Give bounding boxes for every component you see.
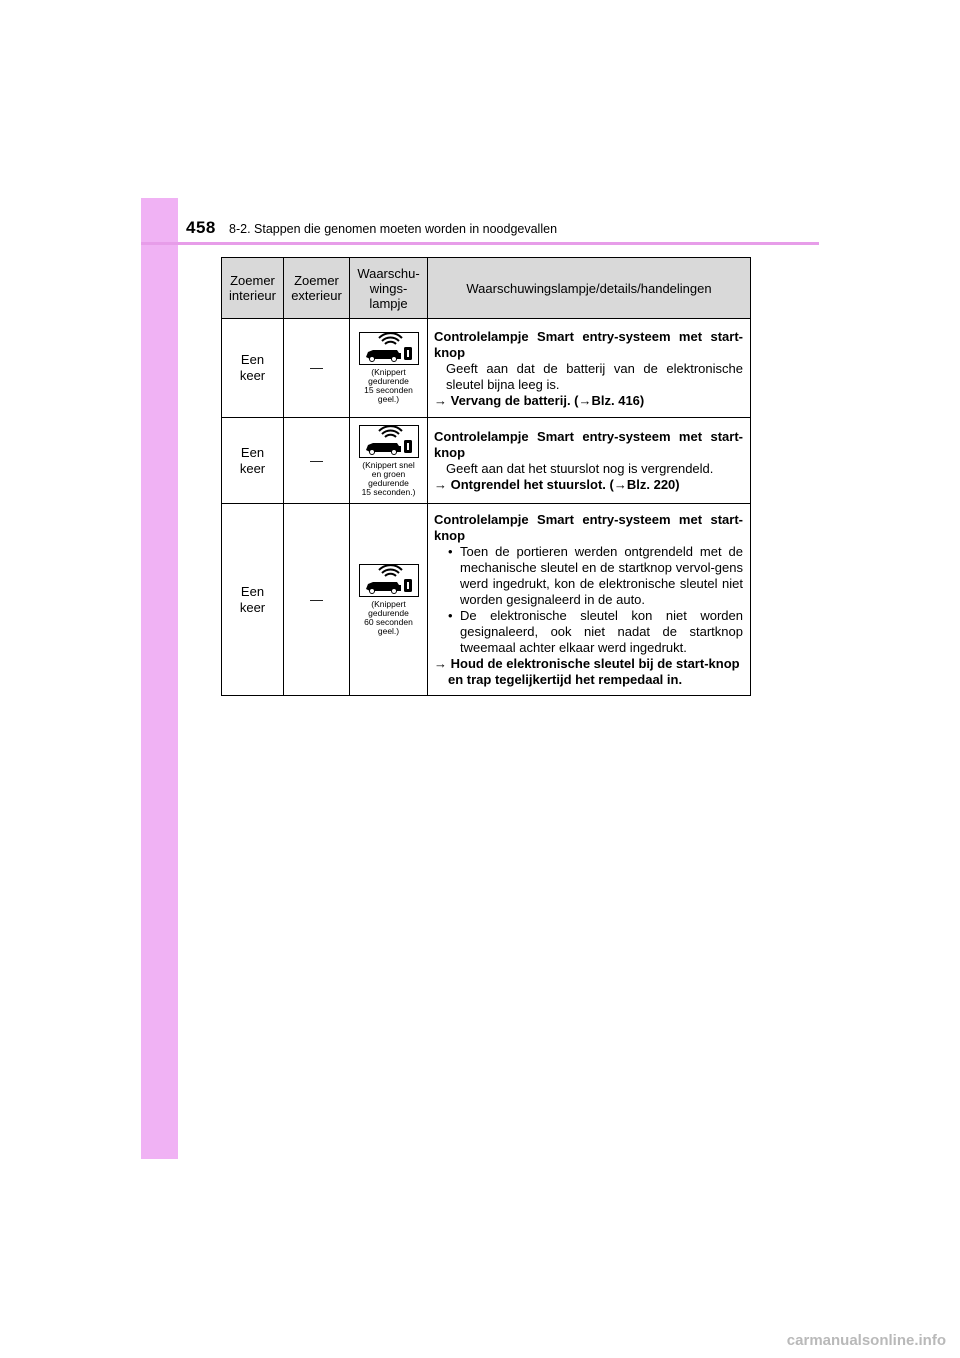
detail-action: → Vervang de batterij. (→Blz. 416) (434, 392, 645, 408)
header-details: Waarschuwingslampje/details/handelingen (428, 258, 751, 319)
table-row (222, 319, 751, 418)
interior-buzzer-cell: Een keer (222, 504, 284, 696)
header-interior-buzzer: Zoemer interieur (222, 258, 284, 319)
smart-key-indicator-icon (359, 564, 419, 597)
lamp-note: (Knippert snel en groen gedurende 15 seconden.) (361, 459, 416, 497)
details-cell (428, 418, 751, 504)
details-cell (428, 319, 751, 418)
smart-key-indicator-icon (359, 332, 419, 365)
detail-action: → Houd de elektronische sleutel bij de start-knop en trap tegelijkertijd het rempedaal in. (434, 656, 740, 687)
lamp-note: (Knippert gedurende 15 seconden geel.) (364, 367, 413, 404)
list-item: • De elektronische sleutel kon niet worden gesignaleerd, ook niet nadat de startknop tweemaal achter elkaar werd ingedrukt. (448, 608, 743, 655)
lamp-cell (350, 504, 428, 696)
exterior-buzzer-cell: — (284, 319, 350, 418)
exterior-buzzer-cell: — (284, 418, 350, 504)
chapter-side-band (141, 198, 178, 1159)
header-exterior-buzzer: Zoemer exterieur (284, 258, 350, 319)
interior-buzzer-cell: Een keer (222, 319, 284, 418)
lamp-note: (Knippert gedurende 60 seconden geel.) (364, 598, 413, 636)
details-cell (428, 504, 751, 696)
section-title: 8-2. Stappen die genomen moeten worden in noodgevallen (229, 222, 558, 236)
detail-text: Geeft aan dat de batterij van de elektronische sleutel bijna leeg is. (446, 360, 743, 392)
lamp-cell (350, 418, 428, 504)
list-item: • Toen de portieren werden ontgrendeld met de mechanische sleutel en de startknop vervol-gens werd ingedrukt, kon de elektronische sleutel niet worden gesignaleerd in de auto. (448, 544, 743, 607)
table-row (222, 418, 751, 504)
header-warning-lamp: Waarschu- wings- lampje (350, 258, 428, 319)
smart-key-indicator-icon (359, 425, 419, 458)
interior-buzzer-cell: Een keer (222, 418, 284, 504)
page-number: 458 (186, 218, 216, 237)
table-row (222, 504, 751, 696)
detail-bullets (434, 544, 743, 656)
detail-action: → Ontgrendel het stuurslot. (→Blz. 220) (434, 477, 680, 492)
lamp-cell (350, 319, 428, 418)
footer-watermark: carmanualsonline.info (786, 1332, 946, 1349)
detail-title: Controlelampje Smart entry-systeem met start-knop (434, 429, 743, 460)
warning-table (221, 257, 751, 696)
exterior-buzzer-cell: — (284, 504, 350, 696)
detail-text: Geeft aan dat het stuurslot nog is vergrendeld. (446, 461, 714, 476)
detail-title: Controlelampje Smart entry-systeem met start-knop (434, 328, 743, 360)
detail-title: Controlelampje Smart entry-systeem met start-knop (434, 512, 743, 543)
table-header-row (222, 258, 751, 319)
header-rule (141, 242, 819, 245)
